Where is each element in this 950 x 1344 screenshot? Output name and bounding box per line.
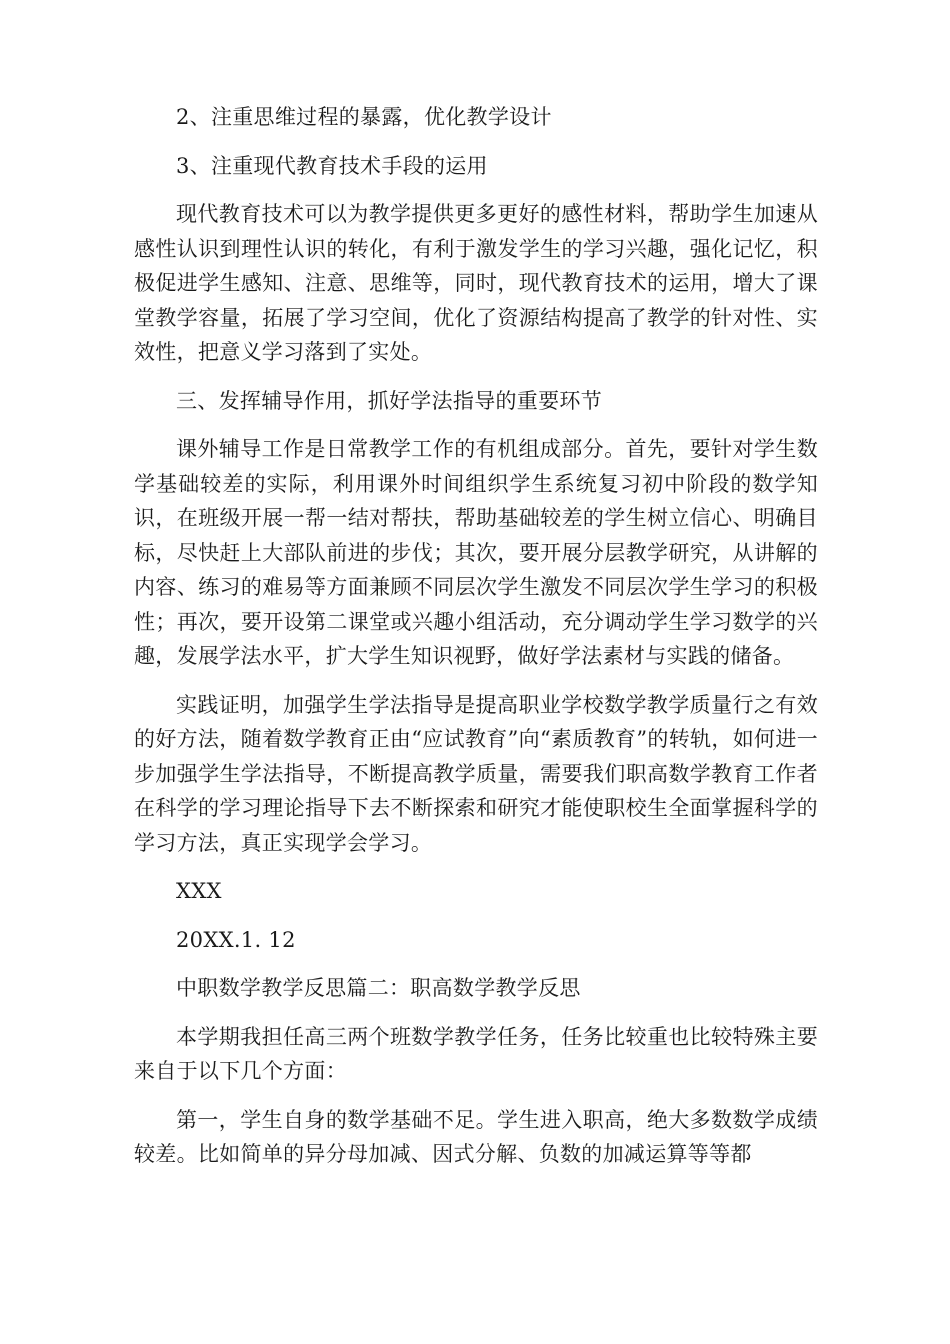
section-heading: 三、发挥辅导作用，抓好学法指导的重要环节 (176, 388, 602, 413)
heading-item-2: 2、注重思维过程的暴露，优化教学设计 (176, 105, 552, 129)
document-body (134, 100, 818, 1186)
chapter-title: 中职数学教学反思篇二：职高数学教学反思 (176, 976, 581, 1000)
body-paragraph: 课外辅导工作是日常教学工作的有机组成部分。首先，要针对学生数学基础较差的实际，利用课外时间组织学生系统复习初中阶段的数学知识，在班级开展一帮一结对帮扶，帮助基础较差的学生树立信心、明确目标，尽快赶上大部队前进的步伐；其次，要开展分层教学研究，从讲解的内容、练习的难易等方面兼顾不同层次学生激发不同层次学生学习的积极性；再次，要开设第二课堂或兴趣小组活动，充分调动学生学习数学的兴趣，发展学法水平，扩大学生知识视野，做好学法素材与实践的储备。 (134, 437, 818, 668)
body-paragraph: 现代教育技术可以为教学提供更多更好的感性材料，帮助学生加速从感性认识到理性认识的转化，有利于激发学生的学习兴趣，强化记忆，积极促进学生感知、注意、思维等，同时，现代教育技术的运用，增大了课堂教学容量，拓展了学习空间，优化了资源结构提高了教学的针对性、实效性，把意义学习落到了实处。 (134, 202, 818, 364)
body-paragraph: 实践证明，加强学生学法指导是提高职业学校数学教学质量行之有效的好方法，随着数学教育正由“应试教育”向“素质教育”的转轨，如何进一步加强学生学法指导，不断提高教学质量，需要我们职高数学教育工作者在科学的学习理论指导下去不断探索和研究才能使职校生全面掌握科学的学习方法，真正实现学会学习。 (134, 692, 818, 855)
body-paragraph: 本学期我担任高三两个班数学教学任务，任务比较重也比较特殊主要来自于以下几个方面： (134, 1024, 818, 1083)
heading-item-3: 3、注重现代教育技术手段的运用 (176, 153, 488, 178)
body-paragraph: 第一，学生自身的数学基础不足。学生进入职高，绝大多数数学成绩较差。比如简单的异分母加减、因式分解、负数的加减运算等等都 (134, 1107, 818, 1166)
author-name: XXX (176, 879, 222, 903)
document-date: 20XX.1. 12 (176, 927, 296, 952)
